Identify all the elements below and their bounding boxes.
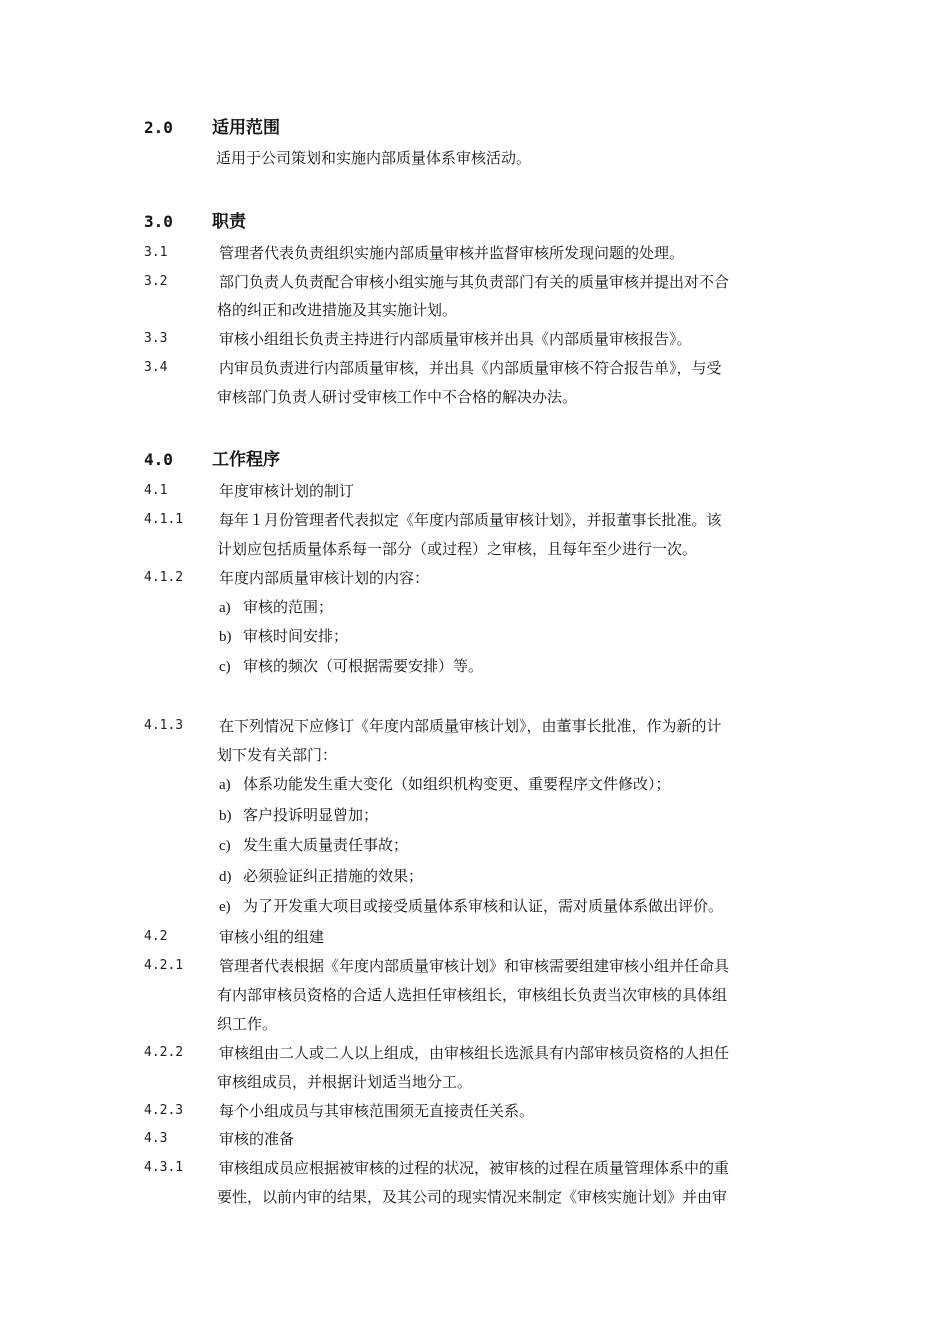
list-text: 必须验证纠正措施的效果； [243, 867, 424, 885]
item-number: 3.1 [144, 245, 168, 260]
paragraph-line: 要性，以前内审的结果，及其公司的现实情况来制定《审核实施计划》并由审 [217, 1188, 728, 1206]
list-text: 体系功能发生重大变化（如组织机构变更、重要程序文件修改）； [243, 775, 671, 793]
paragraph-line: 在下列情况下应修订《年度内部质量审核计划》，由董事长批准，作为新的计 [219, 717, 722, 735]
subsection-title: 审核的准备 [219, 1130, 295, 1148]
paragraph-line: 管理者代表根据《年度内部质量审核计划》和审核需要组建审核小组并任命具 [219, 957, 730, 975]
list-marker: a) [219, 777, 231, 793]
paragraph-line: 格的纠正和改进措施及其实施计划。 [217, 301, 458, 319]
subsection-title: 审核小组的组建 [219, 928, 325, 946]
list-item [219, 891, 723, 922]
paragraph: 适用于公司策划和实施内部质量体系审核活动。 [216, 149, 532, 167]
list-text: 审核时间安排； [243, 627, 349, 645]
section-title: 职责 [212, 212, 246, 232]
list-text: 发生重大质量责任事故； [243, 836, 409, 854]
paragraph-line: 管理者代表负责组织实施内部质量审核并监督审核所发现问题的处理。 [219, 244, 685, 262]
section-number: 3.0 [144, 212, 173, 231]
section-title: 适用范围 [212, 118, 280, 138]
item-number: 4.2.1 [144, 958, 184, 973]
paragraph-line: 审核组成员，并根据计划适当地分工。 [217, 1073, 473, 1091]
paragraph-line: 部门负责人负责配合审核小组实施与其负责部门有关的质量审核并提出对不合 [219, 273, 730, 291]
paragraph-line: 审核小组组长负责主持进行内部质量审核并出具《内部质量审核报告》。 [219, 330, 692, 348]
item-number: 3.4 [144, 360, 168, 375]
list-item [219, 592, 333, 623]
paragraph-line: 审核组由二人或二人以上组成，由审核组长选派具有内部审核员资格的人担任 [219, 1044, 730, 1062]
section-title: 工作程序 [212, 450, 280, 470]
subsection-title: 年度审核计划的制订 [219, 482, 355, 500]
list-text: 审核的频次（可根据需要安排）等。 [243, 657, 484, 675]
item-number: 4.2 [144, 929, 168, 944]
list-item [219, 800, 378, 831]
item-number: 4.2.3 [144, 1103, 184, 1118]
list-item [219, 861, 423, 892]
item-number: 4.3.1 [144, 1160, 184, 1175]
paragraph-line: 每个小组成员与其审核范围须无直接责任关系。 [219, 1102, 535, 1120]
item-number: 3.3 [144, 331, 168, 346]
list-marker: e) [219, 899, 231, 915]
list-item [219, 621, 348, 652]
list-marker: a) [219, 600, 231, 616]
list-item [219, 651, 483, 682]
paragraph-line: 每年１月份管理者代表拟定《年度内部质量审核计划》，并报董事长批准。该 [219, 511, 722, 529]
paragraph-line: 织工作。 [217, 1015, 278, 1033]
paragraph-line: 划下发有关部门： [217, 746, 338, 764]
list-item [219, 769, 671, 800]
item-number: 4.1.1 [144, 512, 184, 527]
section-number: 4.0 [144, 450, 173, 469]
item-number: 4.1.3 [144, 718, 184, 733]
list-marker: d) [219, 869, 232, 885]
list-text: 审核的范围； [243, 598, 334, 616]
list-marker: b) [219, 808, 232, 824]
paragraph-line: 内审员负责进行内部质量审核，并出具《内部质量审核不符合报告单》，与受 [219, 359, 722, 377]
list-text: 客户投诉明显曾加； [243, 806, 379, 824]
list-marker: b) [219, 629, 232, 645]
paragraph-line: 审核组成员应根据被审核的过程的状况，被审核的过程在质量管理体系中的重 [219, 1159, 730, 1177]
list-text: 为了开发重大项目或接受质量体系审核和认证，需对质量体系做出评价。 [243, 897, 724, 915]
paragraph-line: 审核部门负责人研讨受审核工作中不合格的解决办法。 [217, 388, 578, 406]
list-item [219, 830, 408, 861]
paragraph-line: 计划应包括质量体系每一部分（或过程）之审核，且每年至少进行一次。 [217, 540, 698, 558]
paragraph-line: 有内部审核员资格的合适人选担任审核组长，审核组长负责当次审核的具体组 [217, 986, 728, 1004]
section-number: 2.0 [144, 118, 173, 137]
paragraph-line: 年度内部质量审核计划的内容： [219, 569, 430, 587]
item-number: 4.1.2 [144, 570, 184, 585]
list-marker: c) [219, 659, 231, 675]
list-marker: c) [219, 838, 231, 854]
item-number: 3.2 [144, 274, 168, 289]
item-number: 4.1 [144, 483, 168, 498]
item-number: 4.2.2 [144, 1045, 184, 1060]
item-number: 4.3 [144, 1131, 168, 1146]
